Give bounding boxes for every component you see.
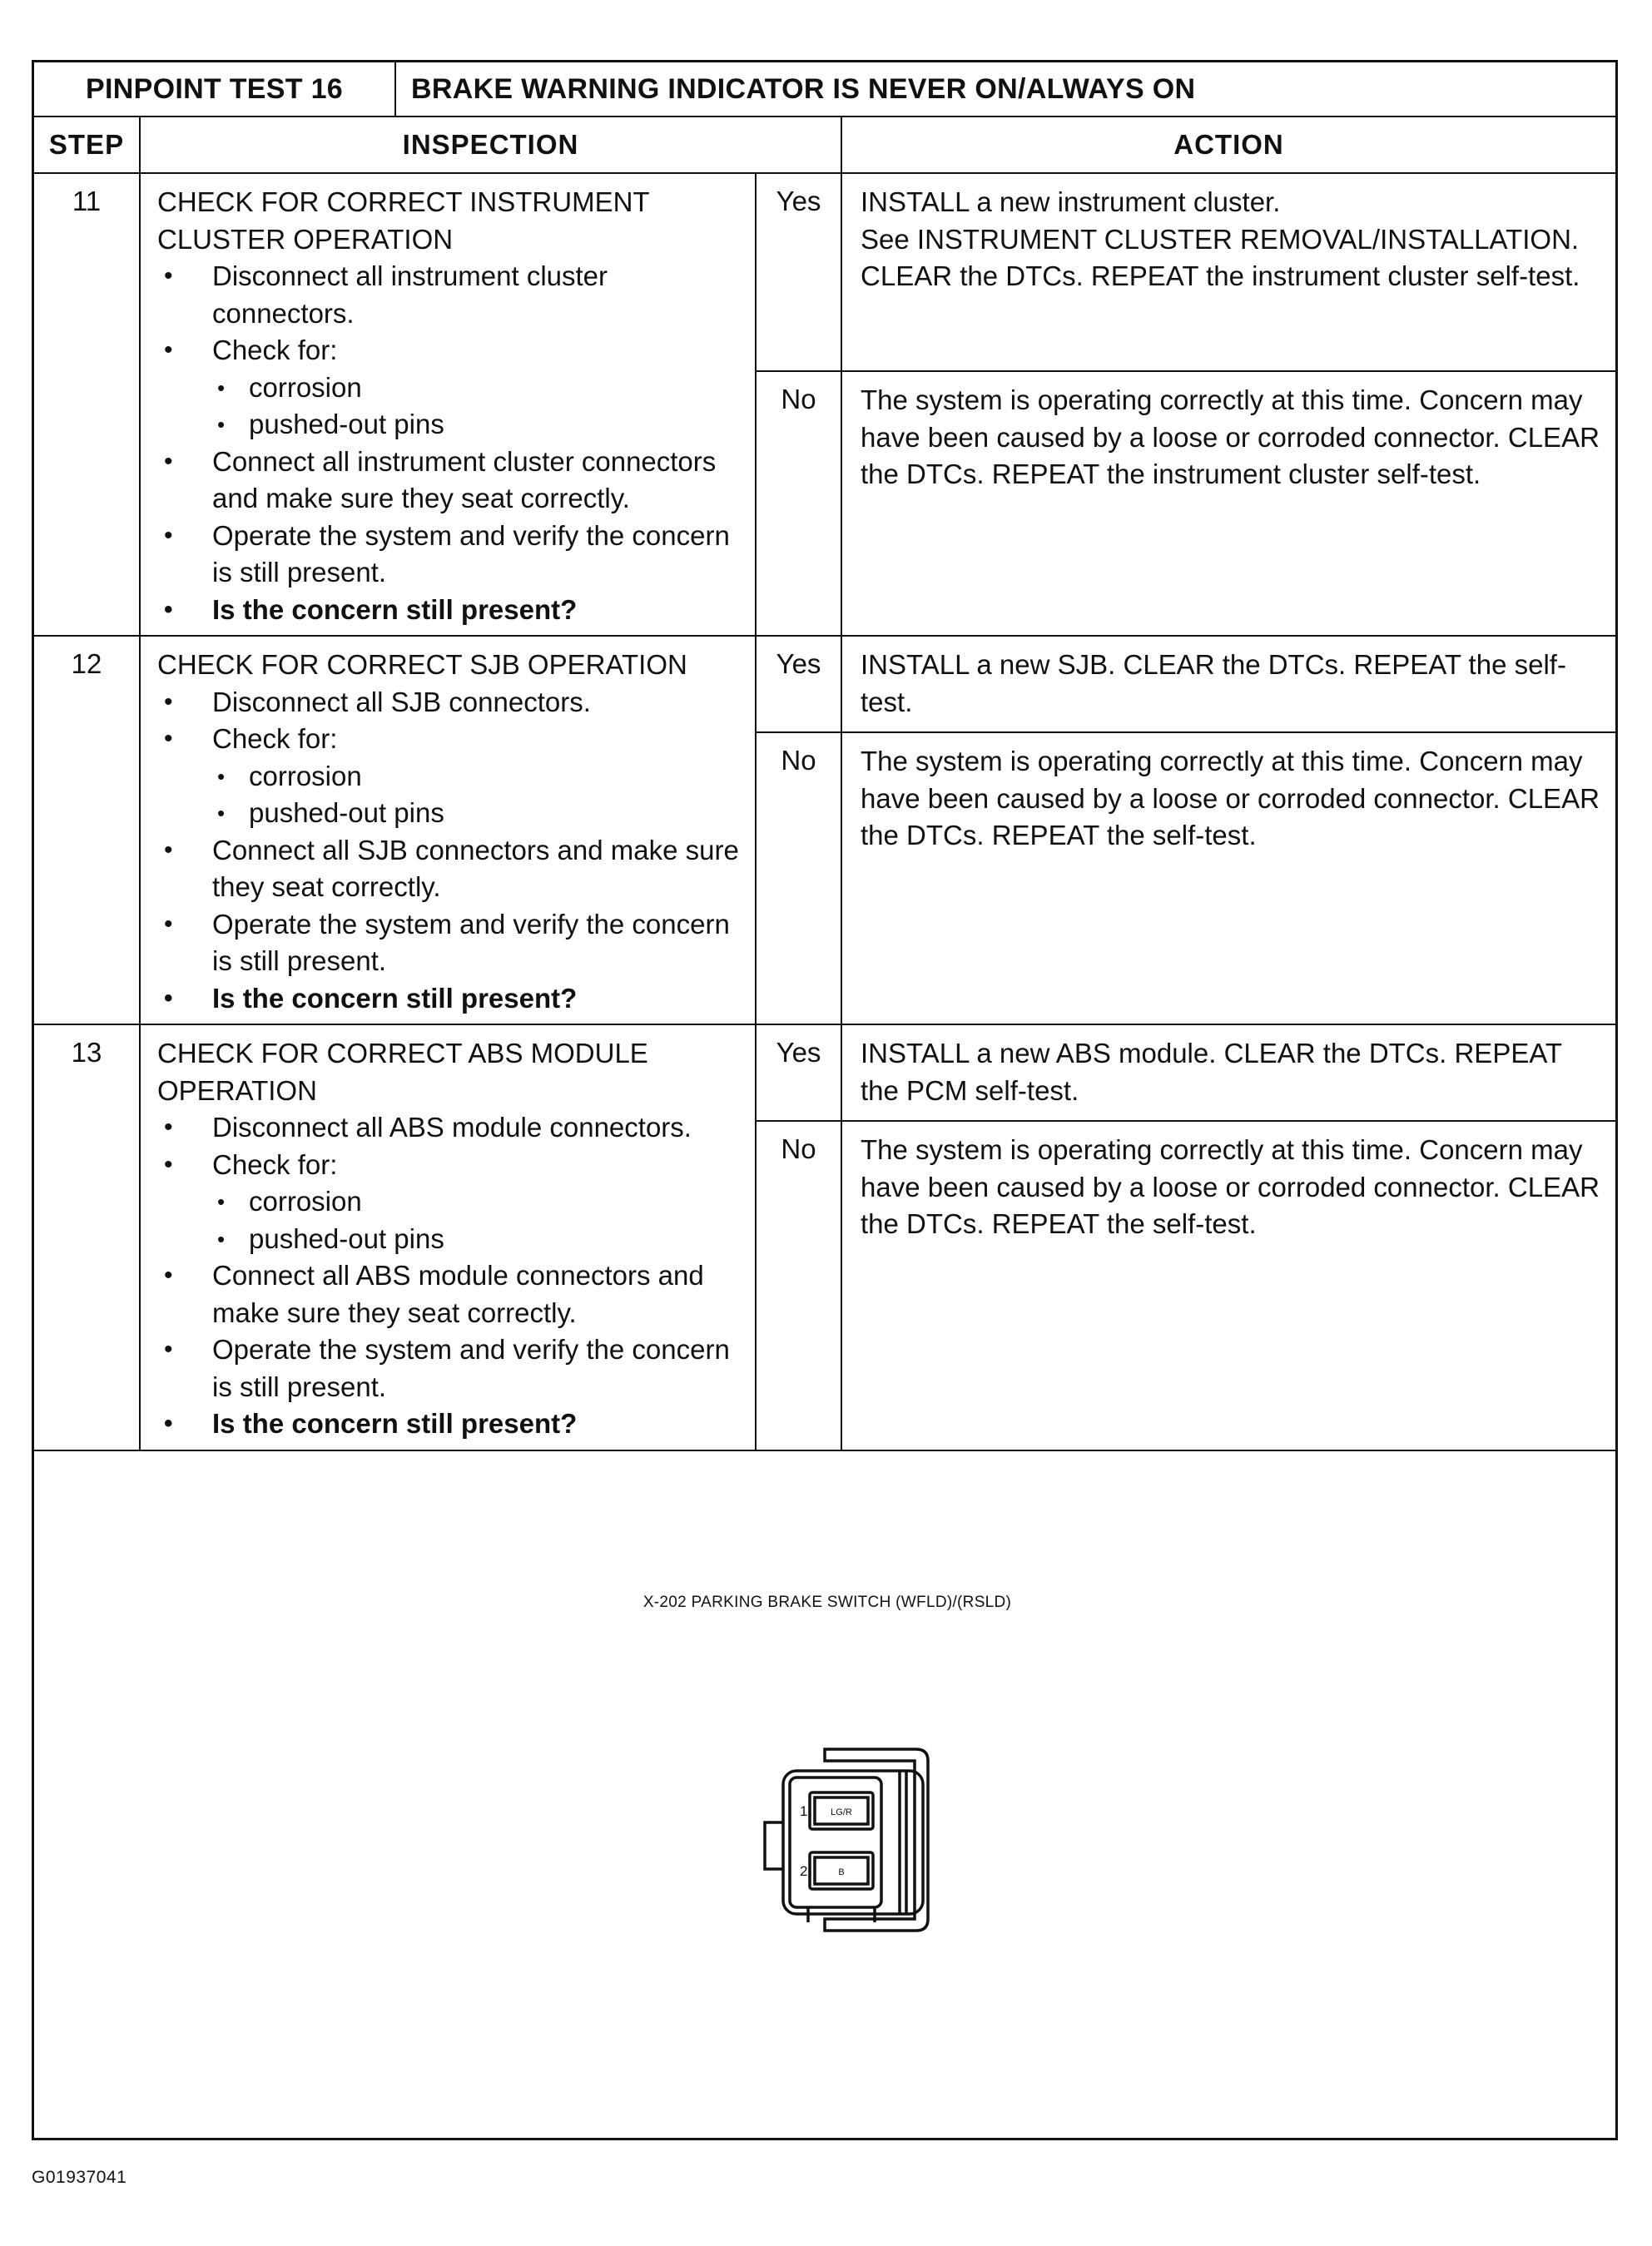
step-number: 12 <box>34 636 140 1024</box>
answer-yes: Yes <box>756 173 841 371</box>
inspection-cell <box>140 173 756 636</box>
answer-yes: Yes <box>756 1024 841 1121</box>
inspection-list <box>157 684 742 1018</box>
inspection-sub-bullet: • corrosion <box>157 369 742 407</box>
inspection-sub-bullet: • pushed-out pins <box>157 406 742 444</box>
inspection-sub-bullet: • corrosion <box>157 1183 742 1221</box>
inspection-bullet: • Operate the system and verify the concern is still present. <box>157 518 742 592</box>
action-yes <box>841 636 1615 732</box>
connector-diagram-caption: X-202 PARKING BRAKE SWITCH (WFLD)/(RSLD) <box>642 1594 1012 1611</box>
col-inspection: INSPECTION <box>140 117 841 173</box>
answer-yes: Yes <box>756 636 841 732</box>
action-line: See INSTRUMENT CLUSTER REMOVAL/INSTALLATION. <box>861 223 1580 255</box>
inspection-title-line: CLUSTER OPERATION <box>157 223 454 255</box>
inspection-sub-bullet: • corrosion <box>157 758 742 796</box>
action-line: INSTALL a new ABS module. CLEAR the DTCs. REPEAT the PCM self-test. <box>861 1038 1562 1106</box>
header-row <box>34 62 1615 117</box>
inspection-bullet: • Disconnect all SJB connectors. <box>157 684 742 721</box>
test-title: BRAKE WARNING INDICATOR IS NEVER ON/ALWAYS ON <box>395 62 1615 117</box>
inspection-bullet: • Disconnect all ABS module connectors. <box>157 1109 742 1147</box>
answer-no: No <box>756 732 841 1024</box>
action-yes <box>841 1024 1615 1121</box>
inspection-title-line: CHECK FOR CORRECT ABS MODULE <box>157 1038 648 1068</box>
step-number: 13 <box>34 1024 140 1450</box>
inspection-bullet: • Operate the system and verify the concern is still present. <box>157 1331 742 1406</box>
inspection-list <box>157 258 742 628</box>
pinpoint-test-frame <box>32 60 1618 2140</box>
step-row-11 <box>34 173 1615 371</box>
answer-no: No <box>756 371 841 636</box>
pin-number: 2 <box>800 1863 808 1879</box>
action-line: The system is operating correctly at this time. Concern may have been caused by a loose or corroded connector. CLEAR the DTCs. REPEAT the instrument cluster self-test. <box>861 384 1600 489</box>
inspection-bullet: • Disconnect all instrument cluster connectors. <box>157 258 742 332</box>
inspection-title <box>157 1035 742 1109</box>
col-action: ACTION <box>841 117 1615 173</box>
action-line: The system is operating correctly at this time. Concern may have been caused by a loose or corroded connector. CLEAR the DTCs. REPEAT the self-test. <box>861 746 1600 850</box>
col-step: STEP <box>34 117 140 173</box>
connector-face-diagram <box>758 1731 941 1947</box>
inspection-sub-bullet: • pushed-out pins <box>157 795 742 832</box>
figure-id: G01937041 <box>32 2168 127 2187</box>
inspection-bullet: • Connect all SJB connectors and make sure they seat correctly. <box>157 832 742 906</box>
action-line: The system is operating correctly at this time. Concern may have been caused by a loose or corroded connector. CLEAR the DTCs. REPEAT the self-test. <box>861 1134 1600 1239</box>
step-number: 11 <box>34 173 140 636</box>
action-no <box>841 1121 1615 1450</box>
inspection-list <box>157 1109 742 1443</box>
inspection-title-line: CHECK FOR CORRECT SJB OPERATION <box>157 649 687 680</box>
inspection-bullet: • Operate the system and verify the concern is still present. <box>157 906 742 980</box>
inspection-cell <box>140 636 756 1024</box>
action-no <box>841 732 1615 1024</box>
inspection-question: • Is the concern still present? <box>157 1406 742 1443</box>
action-no <box>841 371 1615 636</box>
inspection-title-line: OPERATION <box>157 1074 317 1106</box>
test-label: PINPOINT TEST 16 <box>34 62 395 117</box>
step-row-13 <box>34 1024 1615 1121</box>
pin-number: 1 <box>800 1803 808 1819</box>
inspection-bullet: • Connect all ABS module connectors and make sure they seat correctly. <box>157 1257 742 1331</box>
pinpoint-test-table <box>34 62 1615 1451</box>
action-line: CLEAR the DTCs. REPEAT the instrument cluster self-test. <box>861 260 1580 291</box>
inspection-bullet: • Check for: <box>157 1147 742 1184</box>
inspection-question: • Is the concern still present? <box>157 980 742 1018</box>
action-yes <box>841 173 1615 371</box>
inspection-bullet: • Check for: <box>157 332 742 369</box>
inspection-title <box>157 647 742 684</box>
action-line: INSTALL a new SJB. CLEAR the DTCs. REPEAT the self-test. <box>861 649 1566 717</box>
step-row-12 <box>34 636 1615 732</box>
answer-no: No <box>756 1121 841 1450</box>
connector-pins <box>800 1803 852 1879</box>
action-line: INSTALL a new instrument cluster. <box>861 186 1281 217</box>
inspection-question: • Is the concern still present? <box>157 592 742 629</box>
inspection-title-line: CHECK FOR CORRECT INSTRUMENT <box>157 186 650 217</box>
pin-wire-color: B <box>838 1867 845 1877</box>
inspection-sub-bullet: • pushed-out pins <box>157 1221 742 1258</box>
inspection-cell <box>140 1024 756 1450</box>
pin-wire-color: LG/R <box>831 1807 852 1817</box>
inspection-bullet: • Check for: <box>157 721 742 758</box>
inspection-title <box>157 184 742 258</box>
inspection-bullet: • Connect all instrument cluster connectors and make sure they seat correctly. <box>157 444 742 518</box>
connector-body <box>765 1749 928 1931</box>
column-header-row <box>34 117 1615 173</box>
